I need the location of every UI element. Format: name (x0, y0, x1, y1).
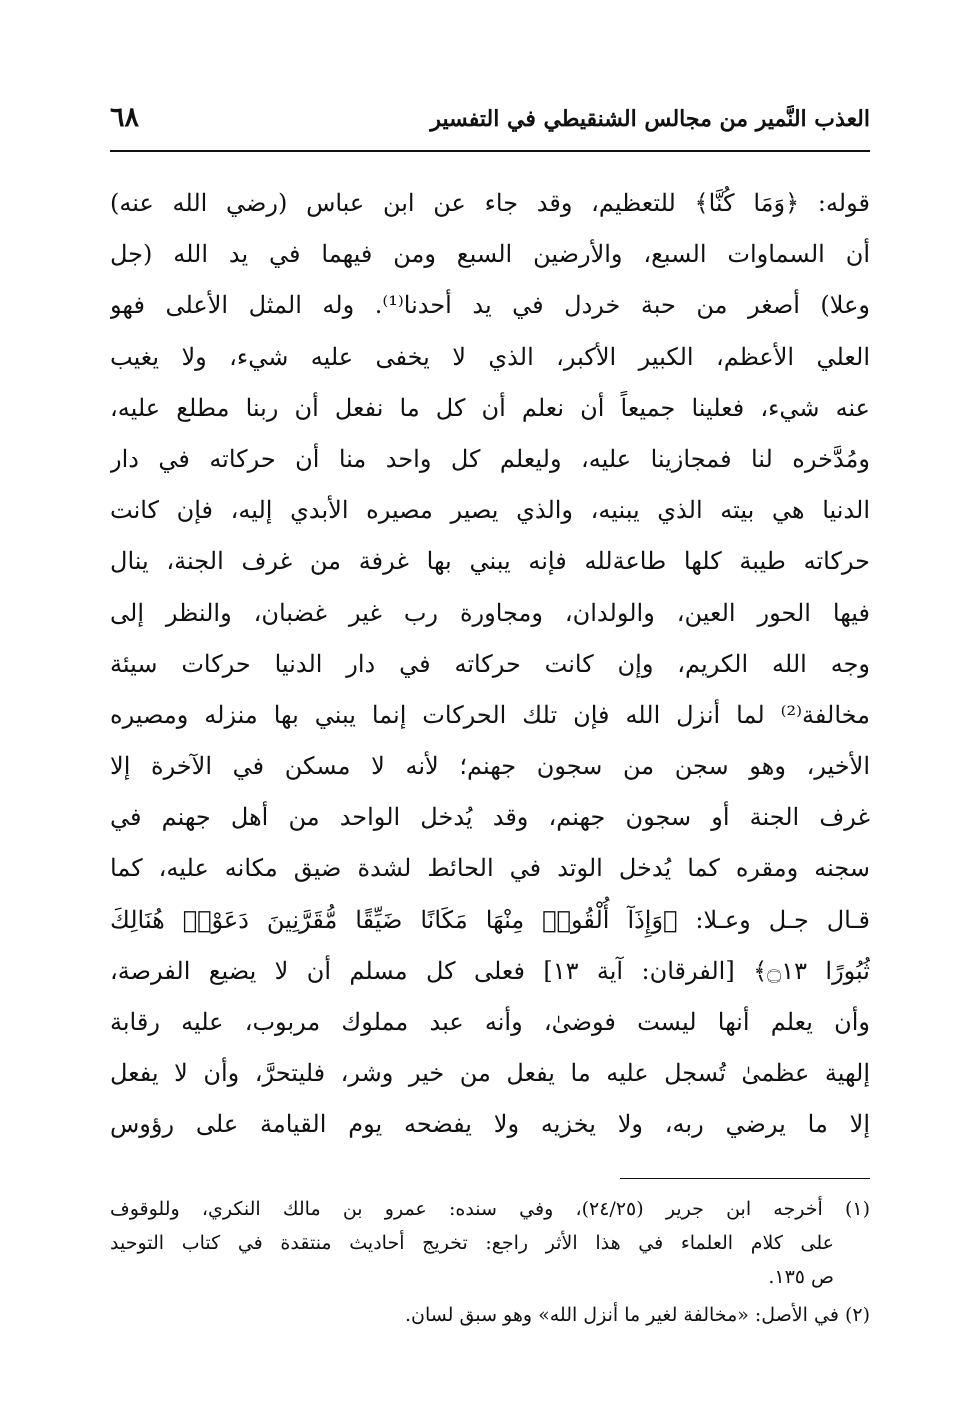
page-header (110, 100, 870, 146)
text-line: وجه الله الكريم، وإن كانت حركاته في دار الدنيا حركات سيئة (110, 649, 870, 678)
text-line: الدنيا هي بيته الذي يبنيه، والذي يصير مصيره الأبدي إليه، فإن كانت (110, 496, 870, 525)
footnotes (110, 1192, 870, 1332)
text-line: وعلا) أصغر من حبة خردل في يد أحدنا⁽¹⁾. وله المثل الأعلى فهو (110, 291, 870, 320)
text-line: مخالفة⁽²⁾ لما أنزل الله فإن تلك الحركات إنما يبني بها منزله ومصيره (110, 700, 870, 729)
text-line: أن السماوات السبع، والأرضين السبع ومن فيهما في يد الله (جل (110, 240, 870, 269)
footnote-2: (٢) في الأصل: «مخالفة لغير ما أنزل الله» وهو سبق لسان. (404, 1304, 870, 1326)
text-line: عنه شيء، فعلينا جميعاً أن نعلم أن كل ما نفعل أن ربنا مطلع عليه، (110, 393, 870, 422)
quran-verse-line: قـال جـل وعـلا: ﴿وَإِذَآ أُلْقُوا۟ مِنْهَا مَكَانًا ضَيِّقًا مُّقَرَّنِينَ دَعَوْا۟ هُنَالِكَ (110, 905, 870, 934)
text-line: سجنه ومقره كما يُدخل الوتد في الحائط لشدة ضيق مكانه عليه، كما (110, 854, 870, 883)
main-text (110, 178, 870, 1151)
text-line: ومُدَّخره لنا فمجازينا عليه، وليعلم كل واحد منا أن حركاته في دار (110, 444, 870, 473)
page-number: ٦٨ (110, 102, 140, 133)
running-title: العذب النَّمير من مجالس الشنقيطي في التفسير (430, 106, 870, 132)
footnote-1-line: على كلام العلماء في هذا الأثر راجع: تخريج أحاديث منتقدة في كتاب التوحيد (110, 1232, 834, 1254)
text-line: حركاته طيبة كلها طاعةلله فإنه يبني بها غرفة من غرف الجنة، ينال (110, 547, 870, 576)
text-line: إلا ما يرضي ربه، ولا يخزيه ولا يفضحه يوم القيامة على رؤوس (110, 1110, 870, 1139)
footnote-1-line: ص ١٣٥. (768, 1266, 834, 1288)
footnote-1-line: (١) أخرجه ابن جرير (٢٤/٢٥)، وفي سنده: عمرو بن مالك النكري، وللوقوف (110, 1198, 870, 1220)
text-line: الأخير، وهو سجن من سجون جهنم؛ لأنه لا مسكن في الآخرة إلا (110, 752, 870, 781)
footnote-divider (620, 1178, 870, 1179)
text-line: العلي الأعظم، الكبير الأكبر، الذي لا يخفى عليه شيء، ولا يغيب (110, 342, 870, 371)
text-line: غرف الجنة أو سجون جهنم، وقد يُدخل الواحد من أهل جهنم في (110, 803, 870, 832)
text-line: فيها الحور العين، والولدان، ومجاورة رب غير غضبان، والنظر إلى (110, 598, 870, 627)
text-line: وأن يعلم أنها ليست فوضىٰ، وأنه عبد مملوك مربوب، عليه رقابة (110, 1008, 870, 1036)
quran-verse-line: ثُبُورًا ۝١٣﴾ [الفرقان: آية ١٣] فعلى كل مسلم أن لا يضيع الفرصة، (110, 956, 870, 985)
text-line: إلهية عظمىٰ تُسجل عليه ما يفعل من خير وشر، فليتحرَّ، وأن لا يفعل (110, 1059, 870, 1088)
header-divider (110, 150, 870, 152)
text-line: قوله: ﴿وَمَا كُنَّا﴾ للتعظيم، وقد جاء عن ابن عباس (رضي الله عنه) (110, 189, 870, 217)
